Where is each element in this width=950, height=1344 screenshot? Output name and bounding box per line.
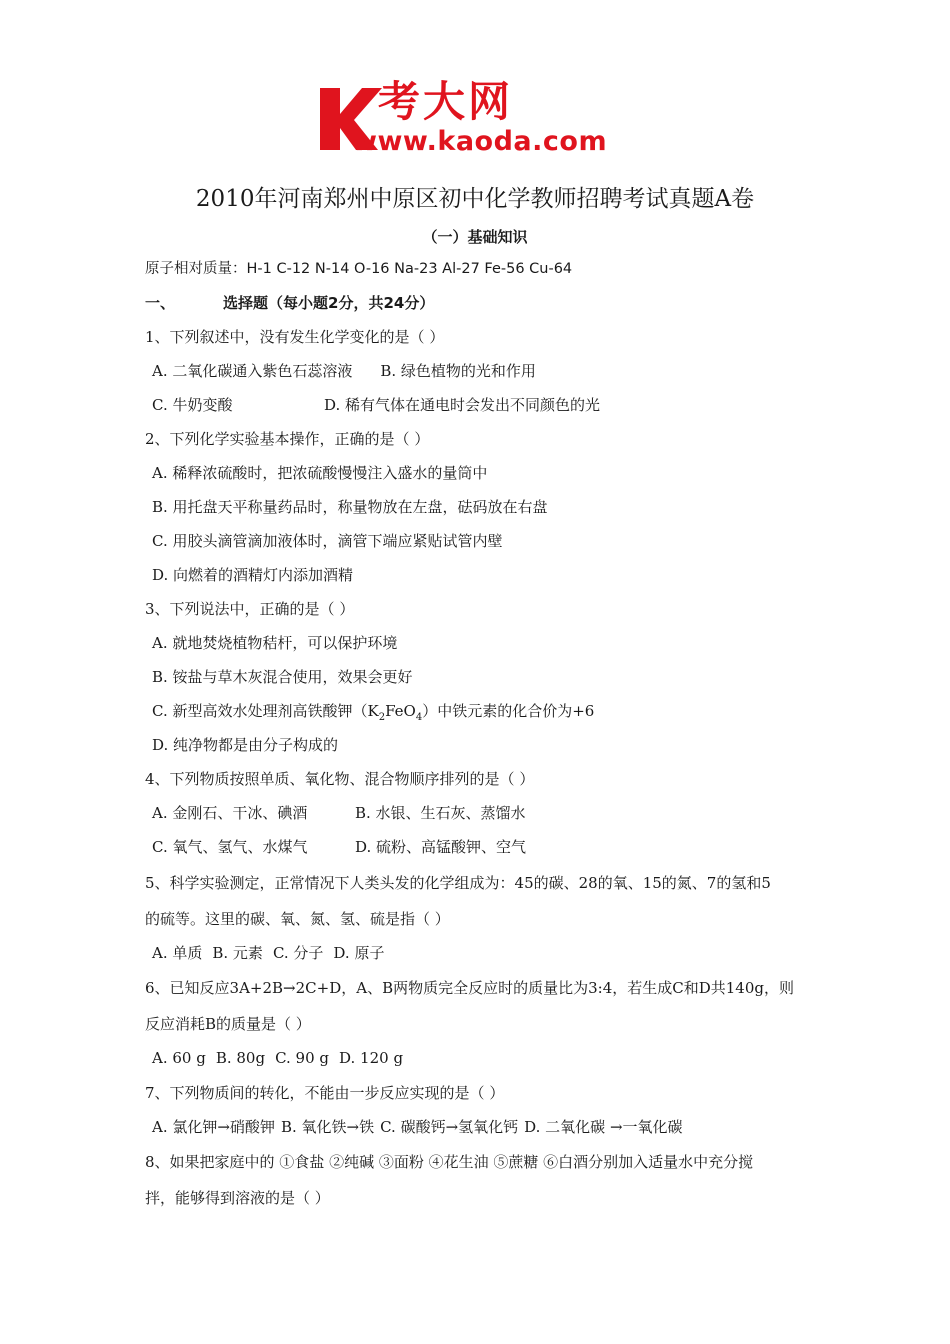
question-3-option-c-tail: ）中铁元素的化合价为+6 [422, 702, 595, 720]
question-8-stem-line2: 拌，能够得到溶液的是（ ） [145, 1189, 330, 1207]
question-5-option-a: A. 单质 [152, 944, 203, 962]
question-7-options [152, 1116, 683, 1138]
question-4-option-a: A. 金刚石、干冰、碘酒 [152, 804, 308, 822]
document-subtitle: （一）基础知识 [422, 228, 528, 246]
question-7-option-b: B. 氧化铁→铁 [280, 1118, 375, 1136]
question-4-option-d: D. 硫粉、高锰酸钾、空气 [355, 838, 527, 856]
question-1-option-d: D. 稀有气体在通电时会发出不同颜色的光 [324, 396, 601, 414]
question-6-option-c: C. 90 g [275, 1049, 330, 1067]
question-2-option-c: C. 用胶头滴管滴加液体时，滴管下端应紧贴试管内壁 [152, 532, 503, 550]
question-1-option-c: C. 牛奶变酸 [152, 396, 233, 414]
question-3-option-c-head: C. 新型高效水处理剂高铁酸钾（K [152, 702, 379, 720]
question-2-option-a: A. 稀释浓硫酸时，把浓硫酸慢慢注入盛水的量筒中 [152, 464, 488, 482]
section-heading [145, 292, 434, 314]
question-6-option-b: B. 80g [215, 1049, 266, 1067]
question-4-stem: 4、下列物质按照单质、氧化物、混合物顺序排列的是（ ） [145, 770, 535, 788]
question-7-stem: 7、下列物质间的转化，不能由一步反应实现的是（ ） [145, 1084, 505, 1102]
question-5-option-b: B. 元素 [212, 944, 263, 962]
atomic-masses-line: 原子相对质量：H-1 C-12 N-14 O-16 Na-23 Al-27 Fe-56 Cu-64 [145, 261, 573, 277]
question-3-option-c-mid: FeO [385, 702, 416, 720]
document-title: 2010年河南郑州中原区初中化学教师招聘考试真题A卷 [195, 186, 755, 212]
question-3-option-a: A. 就地焚烧植物秸杆，可以保护环境 [152, 634, 398, 652]
question-7-option-d: D. 二氧化碳 →一氧化碳 [524, 1118, 683, 1136]
question-7-option-a: A. 氯化钾→硝酸钾 [152, 1118, 275, 1136]
question-7-option-c: C. 碳酸钙→氢氧化钙 [380, 1118, 519, 1136]
question-3-option-d: D. 纯净物都是由分子构成的 [152, 736, 339, 754]
question-5-options [152, 942, 384, 964]
question-5-stem-line2: 的硫等。这里的碳、氧、氮、氢、硫是指（ ） [145, 910, 450, 928]
question-5-option-d: D. 原子 [333, 944, 385, 962]
question-5-stem-line1: 5、科学实验测定，正常情况下人类头发的化学组成为：45的碳、28的氧、15的氮、7的氢和5 [145, 874, 771, 892]
question-1-option-b: B. 绿色植物的光和作用 [380, 362, 536, 380]
question-6-option-d: D. 120 g [339, 1049, 404, 1067]
section-title: 选择题（每小题2分，共24分） [223, 294, 435, 312]
question-1-option-a: A. 二氧化碳通入紫色石蕊溶液 [152, 362, 353, 380]
question-4-option-b: B. 水银、生石灰、蒸馏水 [355, 804, 526, 822]
question-3-option-c-sub2: 4 [415, 712, 423, 723]
question-2-stem: 2、下列化学实验基本操作，正确的是（ ） [145, 430, 430, 448]
question-6-stem-line1: 6、已知反应3A+2B→2C+D，A、B两物质完全反应时的质量比为3:4，若生成C和D共140g，则 [145, 979, 794, 997]
question-2-option-d: D. 向燃着的酒精灯内添加酒精 [152, 566, 354, 584]
question-6-options [152, 1047, 403, 1069]
question-4-options-row1 [152, 802, 526, 824]
question-1-options-row1 [152, 360, 536, 382]
question-1-stem: 1、下列叙述中，没有发生化学变化的是（ ） [145, 328, 445, 346]
question-8-stem-line1: 8、如果把家庭中的 ①食盐 ②纯碱 ③面粉 ④花生油 ⑤蔗糖 ⑥白酒分别加入适量水中充分搅 [145, 1153, 754, 1171]
section-number: 一、 [145, 294, 176, 312]
question-6-stem-line2: 反应消耗B的质量是（ ） [145, 1015, 311, 1033]
question-3-option-c-sub1: 2 [378, 712, 386, 723]
question-3-stem: 3、下列说法中，正确的是（ ） [145, 600, 355, 618]
question-2-option-b: B. 用托盘天平称量药品时，称量物放在左盘，砝码放在右盘 [152, 498, 548, 516]
question-5-option-c: C. 分子 [272, 944, 324, 962]
question-4-options-row2 [152, 836, 526, 858]
question-4-option-c: C. 氧气、氢气、水煤气 [152, 838, 308, 856]
question-6-option-a: A. 60 g [152, 1049, 206, 1067]
question-3-option-c [152, 700, 594, 729]
logo-url-text: www.kaoda.com [352, 126, 608, 157]
logo-brand-text: 考大网 [378, 77, 514, 126]
question-3-option-b: B. 铵盐与草木灰混合使用，效果会更好 [152, 668, 413, 686]
question-1-options-row2 [152, 394, 600, 416]
